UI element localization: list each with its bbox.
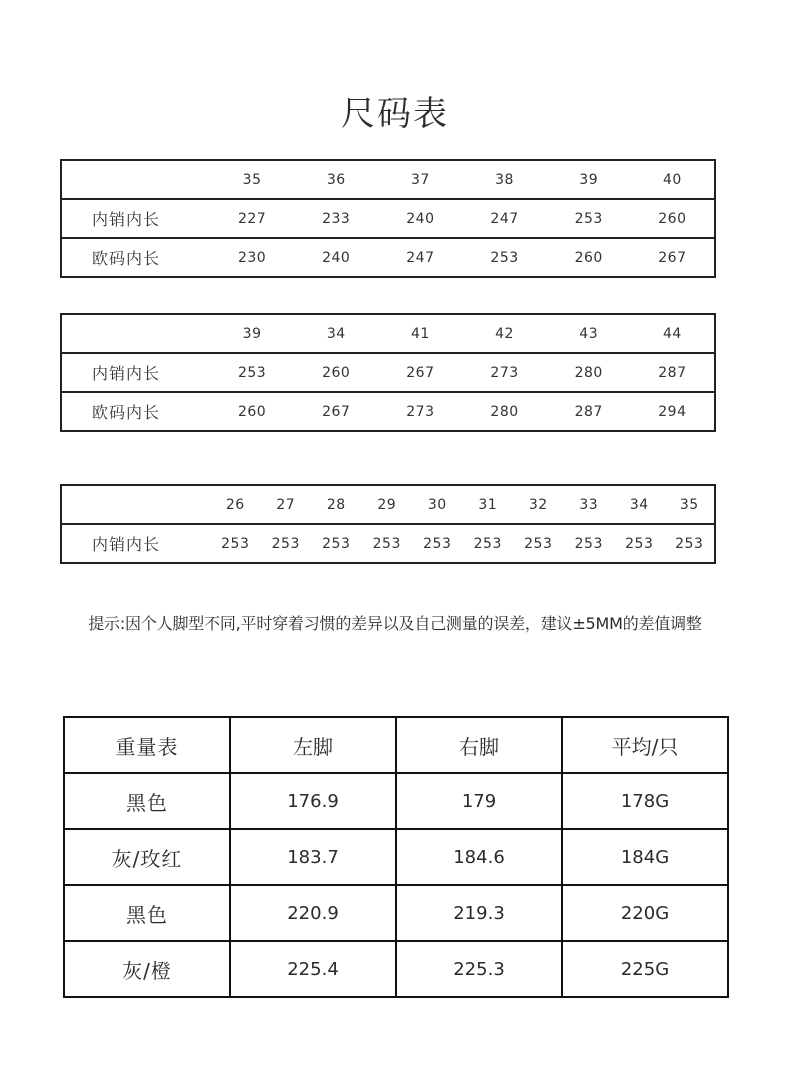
size-cell: 27	[276, 496, 296, 513]
size-cell: 34	[326, 325, 346, 342]
length-cell: 247	[462, 199, 546, 238]
size-cell: 32	[528, 496, 548, 513]
right-weight: 219.3	[396, 885, 562, 941]
weight-row	[64, 941, 728, 997]
length-cell: 247	[378, 238, 462, 277]
size-header-row	[61, 485, 715, 524]
length-cell: 253	[210, 524, 261, 563]
color-name: 黑色	[64, 885, 230, 941]
weight-row	[64, 885, 728, 941]
weight-header-row	[64, 717, 728, 773]
size-table-2	[60, 313, 716, 432]
length-cell: 253	[362, 524, 413, 563]
row-label: 内销内长	[61, 199, 210, 238]
length-cell: 267	[378, 353, 462, 392]
length-cell: 260	[294, 353, 378, 392]
left-foot-header: 左脚	[230, 717, 396, 773]
average-weight: 225G	[562, 941, 728, 997]
size-cell: 35	[679, 496, 699, 513]
length-cell: 253	[564, 524, 615, 563]
size-table-3	[60, 484, 716, 564]
average-weight: 178G	[562, 773, 728, 829]
sizing-tip-note: 提示:因个人脚型不同,平时穿着习惯的差异以及自己测量的误差，建议±5MM的差值调整	[88, 614, 702, 633]
length-cell: 260	[210, 392, 294, 431]
length-cell: 253	[513, 524, 564, 563]
length-cell: 267	[294, 392, 378, 431]
domestic-length-row	[61, 353, 715, 392]
size-cell: 42	[495, 325, 514, 342]
size-cell: 39	[579, 171, 599, 188]
length-cell: 253	[412, 524, 463, 563]
size-cell: 36	[326, 171, 346, 188]
length-cell: 253	[547, 199, 631, 238]
length-cell: 294	[631, 392, 715, 431]
domestic-length-row	[61, 524, 715, 563]
right-weight: 184.6	[396, 829, 562, 885]
size-cell: 33	[579, 496, 599, 513]
length-cell: 273	[462, 353, 546, 392]
length-cell: 253	[261, 524, 312, 563]
size-header-row	[61, 314, 715, 353]
length-cell: 233	[294, 199, 378, 238]
size-cell: 38	[495, 171, 514, 188]
size-cell: 44	[662, 325, 682, 342]
row-label: 欧码内长	[61, 392, 210, 431]
length-cell: 253	[311, 524, 362, 563]
eu-length-row	[61, 238, 715, 277]
row-label: 内销内长	[61, 524, 210, 563]
size-cell: 34	[629, 496, 649, 513]
weight-table-title: 重量表	[64, 717, 230, 773]
length-cell: 240	[378, 199, 462, 238]
header-corner-cell	[61, 314, 210, 353]
right-weight: 225.3	[396, 941, 562, 997]
average-weight: 220G	[562, 885, 728, 941]
weight-row	[64, 829, 728, 885]
size-cell: 26	[225, 496, 245, 513]
length-cell: 230	[210, 238, 294, 277]
length-cell: 260	[547, 238, 631, 277]
length-cell: 260	[631, 199, 715, 238]
right-foot-header: 右脚	[396, 717, 562, 773]
row-label: 欧码内长	[61, 238, 210, 277]
right-weight: 179	[396, 773, 562, 829]
length-cell: 253	[614, 524, 665, 563]
size-cell: 29	[377, 496, 397, 513]
size-cell: 28	[326, 496, 346, 513]
length-cell: 280	[547, 353, 631, 392]
left-weight: 183.7	[230, 829, 396, 885]
size-header-row	[61, 160, 715, 199]
length-cell: 253	[462, 238, 546, 277]
color-name: 黑色	[64, 773, 230, 829]
header-corner-cell	[61, 160, 210, 199]
size-table-1	[60, 159, 716, 278]
left-weight: 225.4	[230, 941, 396, 997]
length-cell: 240	[294, 238, 378, 277]
size-cell: 31	[478, 496, 498, 513]
size-cell: 43	[579, 325, 599, 342]
size-cell: 37	[410, 171, 430, 188]
average-header: 平均/只	[562, 717, 728, 773]
size-cell: 41	[410, 325, 430, 342]
left-weight: 220.9	[230, 885, 396, 941]
length-cell: 253	[210, 353, 294, 392]
length-cell: 267	[631, 238, 715, 277]
color-name: 灰/玫红	[64, 829, 230, 885]
size-cell: 30	[427, 496, 447, 513]
length-cell: 287	[631, 353, 715, 392]
domestic-length-row	[61, 199, 715, 238]
length-cell: 273	[378, 392, 462, 431]
page-title: 尺码表	[341, 94, 449, 134]
length-cell: 287	[547, 392, 631, 431]
length-cell: 253	[463, 524, 514, 563]
size-cell: 40	[662, 171, 682, 188]
length-cell: 280	[462, 392, 546, 431]
weight-row	[64, 773, 728, 829]
length-cell: 253	[665, 524, 716, 563]
eu-length-row	[61, 392, 715, 431]
left-weight: 176.9	[230, 773, 396, 829]
average-weight: 184G	[562, 829, 728, 885]
weight-table	[63, 716, 729, 998]
length-cell: 227	[210, 199, 294, 238]
size-cell: 35	[242, 171, 262, 188]
header-corner-cell	[61, 485, 210, 524]
size-cell: 39	[242, 325, 262, 342]
row-label: 内销内长	[61, 353, 210, 392]
color-name: 灰/橙	[64, 941, 230, 997]
